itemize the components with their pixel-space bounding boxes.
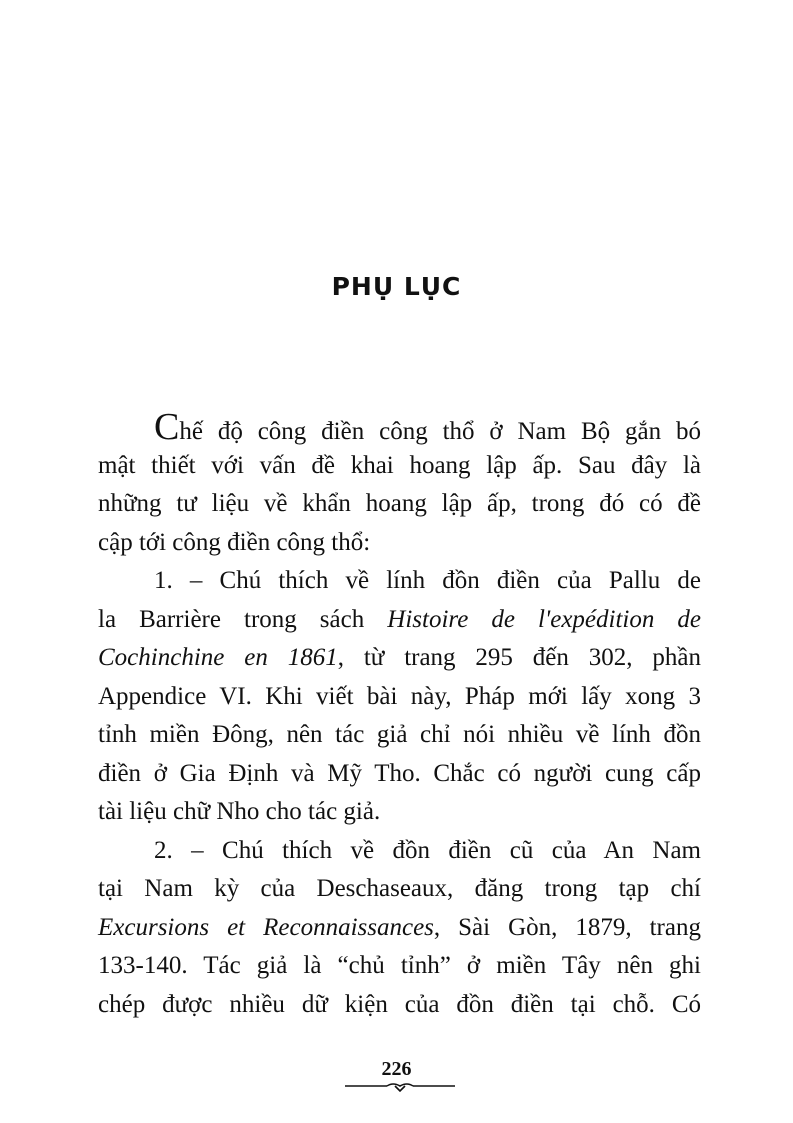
text-line — [98, 716, 701, 755]
text-run: Appendice VI. Khi viết bài này, Pháp mới lấy xong 3 — [98, 682, 701, 710]
text-line — [98, 909, 701, 948]
text-line — [98, 639, 701, 678]
text-run: những tư liệu về khẩn hoang lập ấp, trong đó có đề — [98, 490, 701, 517]
text-run: điền ở Gia Định và Mỹ Tho. Chắc có người cung cấp — [98, 759, 701, 787]
text-line — [98, 562, 701, 601]
text-line — [98, 524, 701, 563]
text-run: tỉnh miền Đông, nên tác giả chỉ nói nhiều về lính đồn — [98, 721, 701, 748]
text-line — [98, 408, 701, 447]
text-line — [98, 755, 701, 794]
section-title: PHỤ LỤC — [331, 272, 462, 301]
text-run: hế độ công điền công thổ ở Nam Bộ gắn bó — [179, 418, 701, 445]
text-line — [98, 793, 701, 832]
page-number: 226 — [381, 1058, 412, 1080]
drop-cap: C — [154, 406, 180, 448]
text-run: mật thiết với vấn đề khai hoang lập ấp. Sau đây là — [98, 451, 701, 479]
italic-title: Excursions et Reconnaissances — [98, 913, 434, 941]
text-line — [98, 601, 701, 640]
page-ornament-icon — [345, 1082, 455, 1092]
text-run: cập tới công điền công thổ: — [98, 528, 371, 556]
text-run: 2. – Chú thích về đồn điền cũ của An Nam — [154, 836, 701, 864]
text-run: tại Nam kỳ của Deschaseaux, đăng trong tạp chí — [98, 875, 701, 902]
text-line — [98, 986, 701, 1025]
text-line — [98, 678, 701, 717]
italic-title: Histoire de l'expédition de — [387, 605, 701, 633]
text-line — [98, 947, 701, 986]
text-run: tài liệu chữ Nho cho tác giả. — [98, 798, 381, 825]
text-run: 1. – Chú thích về lính đồn điền của Pallu de — [154, 567, 701, 594]
text-line — [98, 485, 701, 524]
text-run: la Barrière trong sách — [98, 605, 388, 633]
text-line — [98, 447, 701, 486]
italic-title: Cochinchine en 1861 — [98, 644, 338, 671]
text-run: , Sài Gòn, 1879, trang — [433, 913, 701, 941]
text-run: 133-140. Tác giả là “chủ tỉnh” ở miền Tây nên ghi — [98, 952, 701, 979]
text-run: chép được nhiều dữ kiện của đồn điền tại chỗ. Có — [98, 990, 701, 1018]
body-text — [98, 408, 701, 1024]
text-line — [98, 832, 701, 871]
text-run: , từ trang 295 đến 302, phần — [337, 644, 701, 671]
text-line — [98, 870, 701, 909]
